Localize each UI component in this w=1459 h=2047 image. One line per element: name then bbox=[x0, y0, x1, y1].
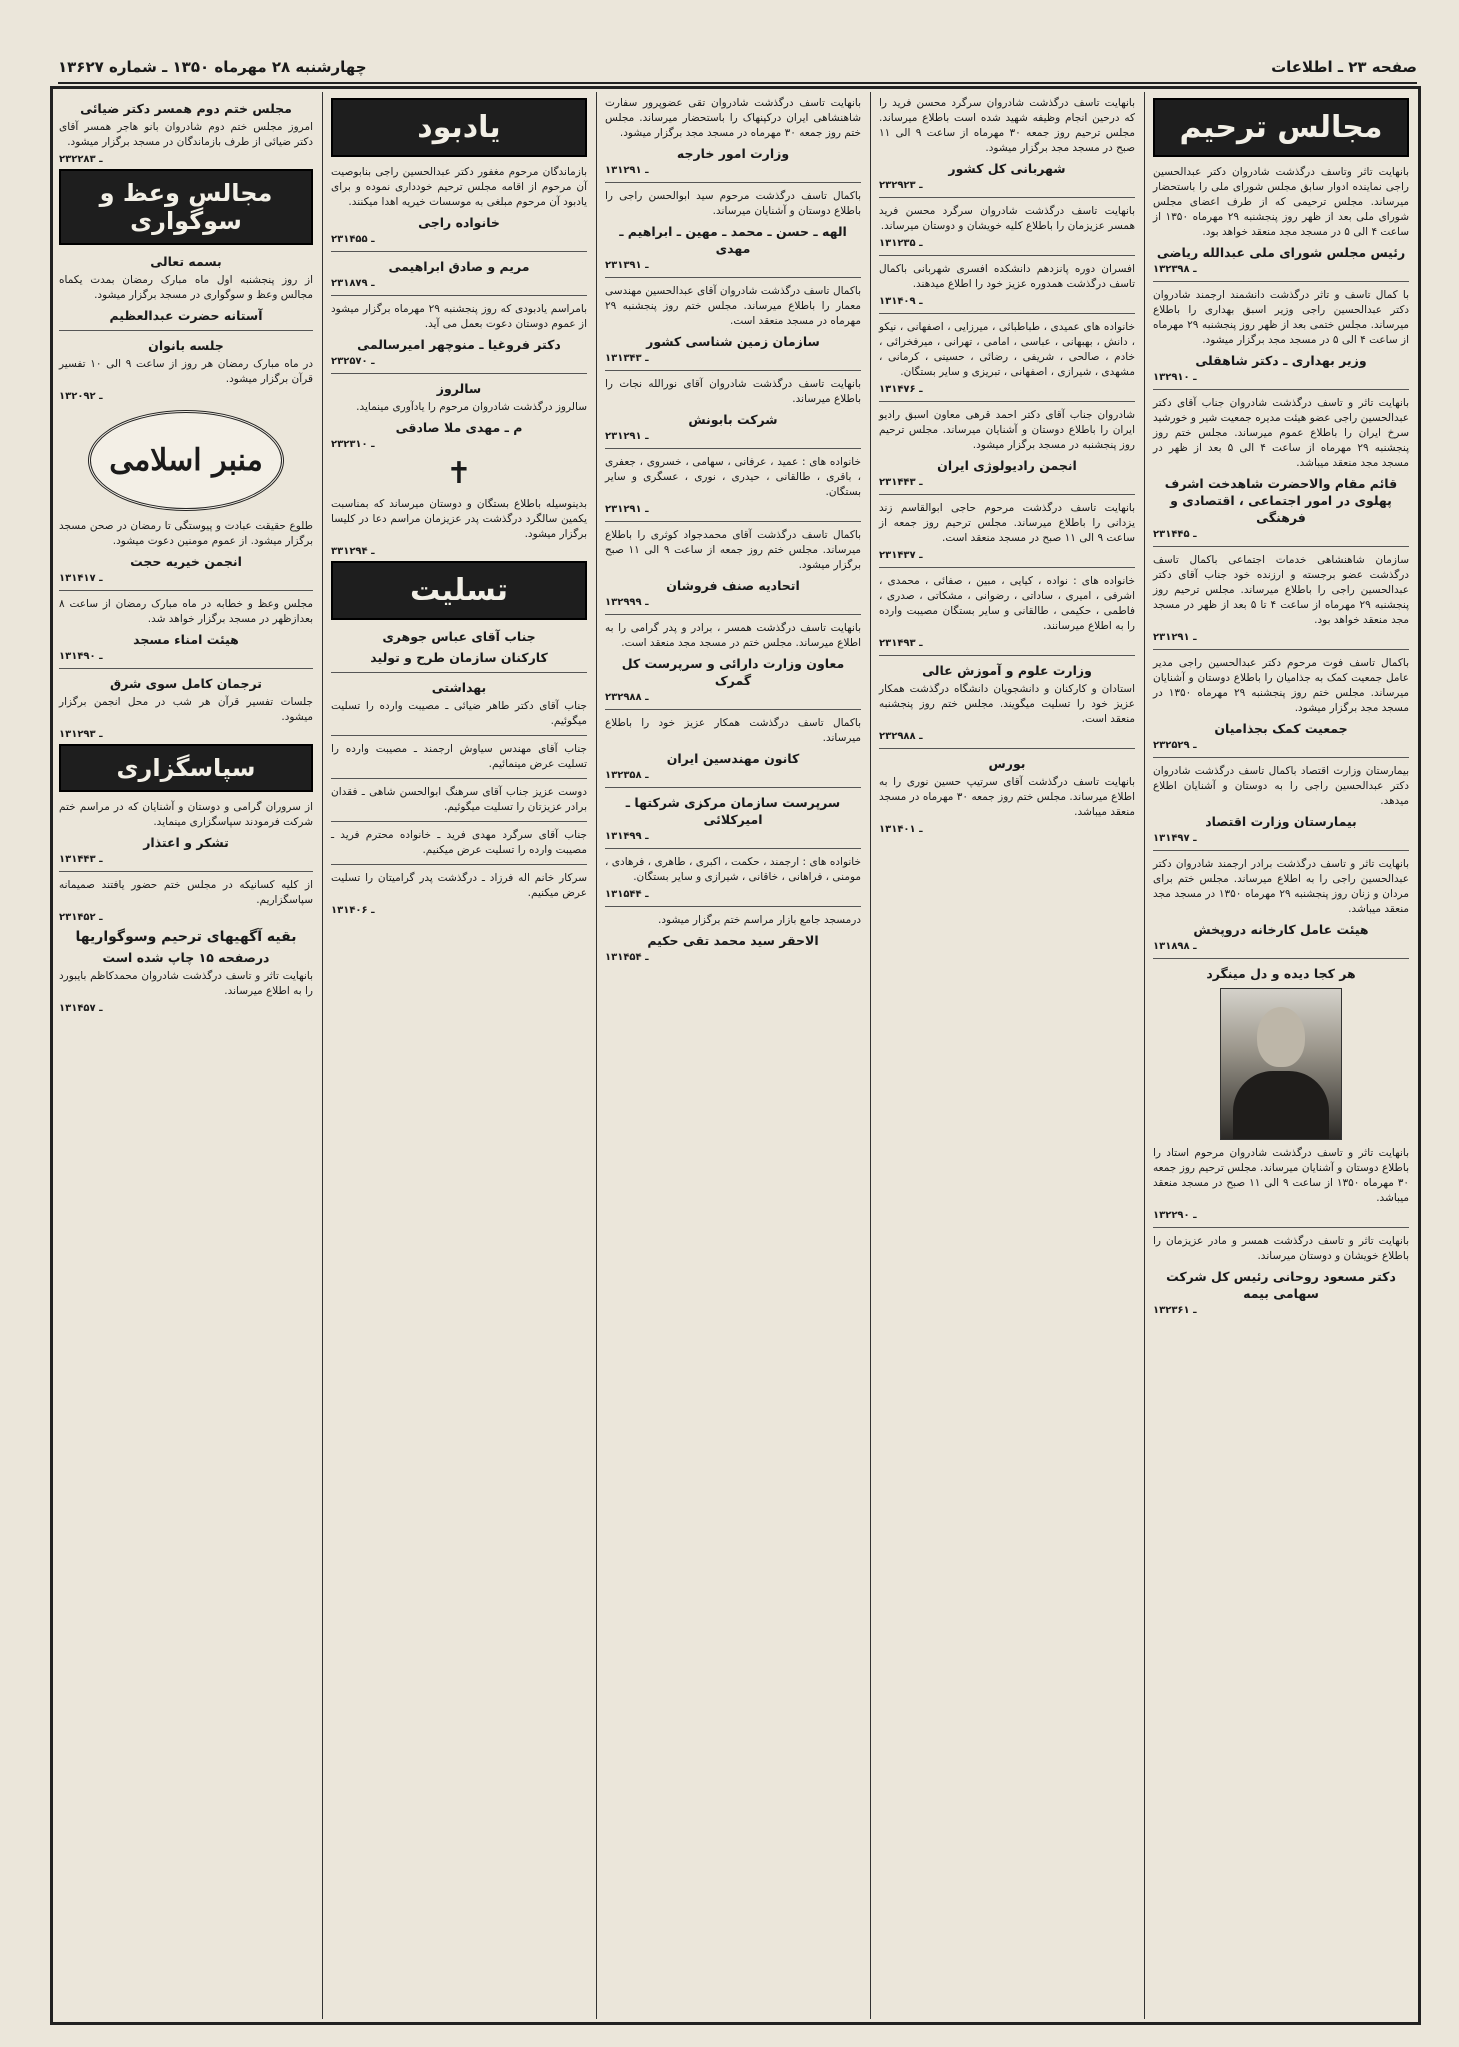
notice-code: ۱ـ ۳۱۴۴۳ bbox=[59, 854, 103, 865]
notice-signature: الهه ـ حسن ـ محمد ـ مهین ـ ابراهیم ـ مهدی bbox=[619, 224, 847, 256]
notice-code: ۱ـ ۳۲۲۹۰ bbox=[1153, 1210, 1197, 1221]
notice-code: ۲ـ ۳۲۵۷۰ bbox=[331, 356, 375, 367]
notice-code: ۱ـ ۳۲۰۹۲ bbox=[59, 391, 103, 402]
notice-code: ۱ـ ۳۱۸۹۸ bbox=[1153, 941, 1197, 952]
notice-code: ۲ـ ۳۱۳۹۱ bbox=[605, 260, 649, 271]
divider bbox=[1153, 649, 1409, 650]
notice-code: ۱ـ ۳۲۳۹۸ bbox=[1153, 264, 1197, 275]
running-header bbox=[58, 52, 1417, 84]
divider bbox=[1153, 850, 1409, 851]
continuation-title: بقیه آگهیهای ترحیم وسوگواریها bbox=[75, 929, 297, 945]
column-divider bbox=[1144, 92, 1145, 2019]
divider bbox=[1153, 281, 1409, 282]
section-banner-thanks: سپاسگزاری bbox=[59, 744, 313, 792]
notice-code: ۱ـ ۳۱۲۳۵ bbox=[879, 238, 923, 249]
divider bbox=[331, 251, 587, 252]
notice-code: ۱ـ ۳۱۴۰۹ bbox=[879, 296, 923, 307]
divider bbox=[605, 906, 861, 907]
notice-text: بانهایت تاسف درگذشت شادروان تقی عضوپرور سفارت شاهنشاهی ایران درکپنهاک را باستحضار میرساند. مجلس ختم روز جمعه ۳۰ مهرماه در مسجد مجد برگزار میشود. bbox=[605, 97, 861, 139]
divider bbox=[1153, 389, 1409, 390]
notice-signature: هیئت امناء مسجد bbox=[133, 632, 239, 647]
notice-signature: رئیس مجلس شورای ملی عبدالله ریاضی bbox=[1156, 245, 1406, 260]
notice-signature: م ـ مهدی ملا صادقی bbox=[395, 420, 523, 435]
portrait-photo bbox=[1220, 988, 1342, 1140]
notice-text: خانواده های : نواده ، کیایی ، مبین ، صفائی ، محمدی ، اشرفی ، امیری ، ساداتی ، رضوانی ، مشکاتی ، صدری ، فاطمی ، حکیمی ، طالقانی و سایر بستگان مصیبت وارده را به اطلاع میرسانند. bbox=[879, 575, 1135, 632]
notice-heading: بهداشتی bbox=[431, 680, 487, 695]
notice-code: ۱ـ ۳۱۴۰۱ bbox=[879, 824, 923, 835]
notice-text: درمسجد جامع بازار مراسم ختم برگزار میشود. bbox=[658, 914, 861, 926]
divider bbox=[331, 821, 587, 822]
notice-code: ۱ـ ۳۱۳۴۳ bbox=[605, 353, 649, 364]
notice-signature: دکتر مسعود روحانی رئیس کل شرکت سهامی بیمه bbox=[1166, 1269, 1396, 1301]
notice-code: ۲ـ ۳۲۹۸۸ bbox=[605, 692, 649, 703]
notice-code: ۲ـ ۳۱۴۳۷ bbox=[879, 550, 923, 561]
column-divider bbox=[322, 92, 323, 2019]
notice-code: ۱ـ ۳۱۴۵۴ bbox=[605, 952, 649, 963]
notice-code: ۳ـ ۳۱۲۹۴ bbox=[331, 546, 375, 557]
calligraphy-emblem: منبر اسلامی bbox=[88, 410, 284, 511]
divider bbox=[879, 401, 1135, 402]
notice-code: ۱ـ ۳۱۴۵۷ bbox=[59, 1003, 103, 1014]
notice-signature: قائم مقام والاحضرت شاهدخت اشرف پهلوی در امور اجتماعی ، اقتصادی و فرهنگی bbox=[1164, 476, 1398, 525]
notice-code: ۲ـ ۳۱۴۹۳ bbox=[879, 638, 923, 649]
divider bbox=[605, 521, 861, 522]
notice-code: ۲ـ ۳۱۸۷۹ bbox=[331, 278, 375, 289]
notice-text: از روز پنجشنبه اول ماه مبارک رمضان بمدت یکماه مجالس وعظ و سوگواری در مسجد برگزار میشود. bbox=[59, 274, 313, 301]
notice-text: بازماندگان مرحوم مغفور دکتر عبدالحسین راجی بنابوصیت آن مرحوم از اقامه مجلس ترحیم خودداری نموده و برای یادبود آن مرحوم مبلغی به موسسات خیریه اهدا میکنند. bbox=[331, 166, 587, 208]
divider bbox=[879, 567, 1135, 568]
notice-text: جناب آقای دکتر طاهر ضیائی ـ مصیبت وارده را تسلیت میگوئیم. bbox=[331, 700, 587, 727]
notice-signature: مریم و صادق ابراهیمی bbox=[388, 259, 530, 274]
notice-signature: هیئت عامل کارخانه دروپخش bbox=[1193, 922, 1369, 937]
divider bbox=[59, 668, 313, 669]
divider bbox=[59, 871, 313, 872]
notice-signature: اتحادیه صنف فروشان bbox=[666, 578, 800, 593]
page-title: صفحه ۲۳ ـ اطلاعات bbox=[1271, 58, 1417, 76]
divider bbox=[605, 448, 861, 449]
notice-signature: دکتر فروغیا ـ منوچهر امیرسالمی bbox=[357, 337, 561, 352]
notice-text: بانهایت تاسف درگذشت شادروان سرگرد محسن فرید را که درحین انجام وظیفه شهید شده است باطلاع میرساند. مجلس ترحیم روز جمعه ۳۰ مهرماه از ساعت ۹ الی ۱۱ صبح در مسجد مجد برگزار میشود. bbox=[879, 97, 1135, 154]
notice-heading: سالروز bbox=[436, 381, 482, 396]
column-5 bbox=[53, 92, 319, 2019]
divider bbox=[331, 735, 587, 736]
section-banner-memorials: مجالس ترحیم bbox=[1153, 98, 1409, 157]
notice-text: با کمال تاسف و تاثر درگذشت دانشمند ارجمند شادروان دکتر عبدالحسین راجی وزیر اسبق بهداری را باطلاع میرساند. مجلس ختمی بعد از ظهر روز پنجشنبه ۲۹ مهرماه از ساعت ۴ الی ۵ در مسجد مجد برگزار میشود. bbox=[1153, 289, 1409, 346]
notice-code: ۲ـ ۳۲۳۱۰ bbox=[331, 439, 375, 450]
notice-signature: سازمان زمین شناسی کشور bbox=[646, 334, 820, 349]
notice-text: بانهایت تاسف درگذشت شادروان آقای نورالله نجات را باطلاع میرساند. bbox=[605, 378, 861, 405]
divider bbox=[59, 590, 313, 591]
notice-code: ۱ـ ۳۱۴۹۰ bbox=[59, 651, 103, 662]
notice-text: خانواده های : ارجمند ، حکمت ، اکبری ، طاهری ، فرهادی ، مومنی ، فراهانی ، خاقانی ، شیرازی و سایر بستگان. bbox=[605, 856, 861, 883]
divider bbox=[331, 864, 587, 865]
divider bbox=[879, 494, 1135, 495]
notice-text: بانهایت تاسف درگذشت شادروان سرگرد محسن فرید همسر عزیزمان را باطلاع کلیه خویشان و دوستان میرساند. bbox=[879, 205, 1135, 232]
notice-signature: خانواده راجی bbox=[418, 215, 500, 230]
divider bbox=[879, 748, 1135, 749]
divider bbox=[1153, 546, 1409, 547]
divider bbox=[879, 197, 1135, 198]
notice-signature: کانون مهندسین ایران bbox=[666, 751, 800, 766]
notice-code: ۱ـ ۳۲۳۵۸ bbox=[605, 770, 649, 781]
portrait-head bbox=[1257, 1007, 1305, 1067]
notice-signature: معاون وزارت دارائی و سرپرست کل گمرک bbox=[621, 656, 845, 688]
notice-signature: وزیر بهداری ـ دکتر شاهقلی bbox=[1195, 353, 1367, 368]
column-4 bbox=[325, 92, 593, 2019]
divider bbox=[1153, 757, 1409, 758]
divider bbox=[605, 370, 861, 371]
notice-signature: تشکر و اعتذار bbox=[143, 835, 229, 850]
notice-text: بانهایت تاسف درگذشت مرحوم حاجی ابوالقاسم زند یزدانی را باطلاع میرساند. مجلس ترحیم روز جمعه از ساعت ۹ الی ۱۱ صبح در مسجد منعقد است. bbox=[879, 502, 1135, 544]
divider bbox=[879, 255, 1135, 256]
notice-code: ۱ـ ۳۱۲۹۳ bbox=[59, 729, 103, 740]
notice-text: بانهایت تاثر و تاسف درگذشت شادروان محمدکاظم بایبورد را به اطلاع میرساند. bbox=[59, 970, 313, 997]
divider bbox=[331, 295, 587, 296]
notice-text: بامراسم یادبودی که روز پنجشنبه ۲۹ مهرماه برگزار میشود از عموم دوستان دعوت بعمل می آید. bbox=[331, 303, 587, 330]
column-2 bbox=[873, 92, 1141, 2019]
notice-code: ۱ـ ۳۱۴۰۶ bbox=[331, 905, 375, 916]
notice-heading: مجلس ختم دوم همسر دکتر ضیائی bbox=[80, 101, 292, 116]
notice-code: ۱ـ ۳۱۴۱۷ bbox=[59, 573, 103, 584]
notice-text: افسران دوره پانزدهم دانشکده افسری شهربانی باکمال تاسف درگذشت همدوره عزیز خود را اطلاع میدهند. bbox=[879, 263, 1135, 290]
column-divider bbox=[596, 92, 597, 2019]
notice-heading: جلسه بانوان bbox=[148, 338, 224, 353]
notice-heading: بورس bbox=[988, 756, 1026, 771]
notice-text: خانواده های عمیدی ، طباطبائی ، میرزایی ، اصفهانی ، نیکو ، دانش ، بهبهانی ، عباسی ، امامی ، تهرانی ، میرفخرائی ، خادم ، صالحی ، شریفی ، رضائی ، حسینی ، کرمانی ، مشهدی ، شیرازی ، اصفهانی ، تبریزی و سایر بستگان. bbox=[879, 321, 1135, 378]
notice-signature: انجمن خیریه حجت bbox=[130, 554, 242, 569]
notice-signature: جمعیت کمک بجذامیان bbox=[1214, 721, 1348, 736]
notice-code: ۱ـ ۳۱۴۹۹ bbox=[605, 831, 649, 842]
notice-code: ۱ـ ۳۱۲۹۱ bbox=[605, 165, 649, 176]
divider bbox=[1153, 1227, 1409, 1228]
notice-code: ۲ـ ۳۱۴۵۲ bbox=[59, 912, 103, 923]
divider bbox=[605, 614, 861, 615]
divider bbox=[59, 330, 313, 331]
notice-signature: کارکنان سازمان طرح و تولید bbox=[370, 650, 548, 665]
section-banner-sermons: مجالس وعظ و سوگواری bbox=[59, 169, 313, 245]
notice-code: ۲ـ ۳۱۴۴۳ bbox=[879, 477, 923, 488]
notice-text: سالروز درگذشت شادروان مرحوم را یادآوری مینماید. bbox=[356, 401, 587, 413]
notice-text: بانهایت تاثر و تاسف درگذشت شادروان جناب آقای دکتر عبدالحسین راجی عضو هیئت مدیره جمعیت شیر و خورشید سرخ ایران را باطلاع عموم میرساند. مجلس ختم روز پنجشنبه ۲۹ مهرماه از ساعت ۴ الی ۵ بعد از ظهر در مسجد مجد منعقد میباشد. bbox=[1153, 397, 1409, 469]
notice-signature: آستانه حضرت عبدالعظیم bbox=[109, 308, 263, 323]
notice-text: از سروران گرامی و دوستان و آشنایان که در مراسم ختم شرکت فرمودند سپاسگزاری مینماید. bbox=[59, 801, 313, 828]
notice-text: دوست عزیز جناب آقای سرهنگ ابوالحسن شاهی ـ فقدان برادر عزیزتان را تسلیت میگوئیم. bbox=[331, 786, 587, 813]
notice-code: ۲ـ ۳۲۲۸۳ bbox=[59, 154, 103, 165]
notice-code: ۲ـ ۳۱۴۵۵ bbox=[331, 234, 375, 245]
notice-code: ۱ـ ۳۲۳۶۱ bbox=[1153, 1305, 1197, 1316]
divider bbox=[879, 313, 1135, 314]
continuation-note: درصفحه ۱۵ چاپ شده است bbox=[102, 950, 270, 965]
divider bbox=[331, 672, 587, 673]
notice-text: بانهایت تاسف درگذشت آقای سرتیپ حسین نوری را به اطلاع میرساند. مجلس ختم روز جمعه ۳۰ مهرماه در مسجد منعقد میباشد. bbox=[879, 776, 1135, 818]
notice-heading: ترجمان کامل سوی شرق bbox=[110, 676, 262, 691]
notice-signature: سرپرست سازمان مرکزی شرکتها ـ امیرکلائی bbox=[625, 795, 841, 827]
notice-signature: وزارت امور خارجه bbox=[676, 146, 790, 161]
notice-signature: الاحقر سید محمد تقی حکیم bbox=[647, 933, 819, 948]
notice-text: باکمال تاسف درگذشت شادروان آقای عبدالحسین مهندسی معمار را باطلاع میرساند. مجلس ختم روز پنجشنبه ۲۹ مهرماه در مسجد منعقد است. bbox=[605, 285, 861, 327]
notice-heading: جناب آقای عباس جوهری bbox=[382, 629, 536, 644]
section-banner-condolence: تسلیت bbox=[331, 561, 587, 620]
notice-text: بدینوسیله باطلاع بستگان و دوستان میرساند که بمناسبت یکمین سالگرد درگذشت پدر عزیزمان مراسم دعا در کلیسا برگزار میشود. bbox=[331, 498, 587, 540]
notice-text: باکمال تاسف فوت مرحوم دکتر عبدالحسین راجی مدیر عامل جمعیت کمک به جذامیان را باطلاع دوستان و آشنایان میرساند. مجلس ختم روز پنجشنبه ۲۹ مهرماه ۱۳۵۰ در مسجد مجد برگزار میشود. bbox=[1153, 657, 1409, 714]
notice-text: باکمال تاسف درگذشت آقای محمدجواد کوثری را باطلاع میرساند. مجلس ختم روز جمعه از ساعت ۹ الی ۱۱ صبح برگزار میشود. bbox=[605, 529, 861, 571]
divider bbox=[605, 787, 861, 788]
notice-code: ۱ـ ۳۱۵۴۴ bbox=[605, 889, 649, 900]
divider bbox=[605, 848, 861, 849]
divider bbox=[331, 778, 587, 779]
notice-code: ۱ـ ۳۱۴۷۶ bbox=[879, 384, 923, 395]
notice-code: ۲ـ ۳۱۲۹۱ bbox=[605, 431, 649, 442]
notice-text: بانهایت تاثر و تاسف درگذشت برادر ارجمند شادروان دکتر عبدالحسین راجی را به اطلاع میرساند. مجلس ختم برای مردان و زنان روز پنجشنبه ۲۹ مهرماه ۱۳۵۰ در مسجد مجد منعقد میباشد. bbox=[1153, 858, 1409, 915]
notice-text: جناب آقای مهندس سیاوش ارجمند ـ مصیبت وارده را تسلیت عرض مینمائیم. bbox=[331, 743, 587, 770]
notice-code: ۲ـ ۳۲۹۲۳ bbox=[879, 180, 923, 191]
notice-code: ۲ـ ۳۲۵۲۹ bbox=[1153, 740, 1197, 751]
notice-code: ۲ـ ۳۱۲۹۱ bbox=[1153, 632, 1197, 643]
notice-signature: شرکت بابونش bbox=[688, 412, 778, 427]
notice-code: ۱ـ ۳۲۹۱۰ bbox=[1153, 372, 1197, 383]
notice-text: باکمال تاسف درگذشت مرحوم سید ابوالحسن راجی را باطلاع دوستان و آشنایان میرساند. bbox=[605, 190, 861, 217]
notice-text: طلوع حقیقت عبادت و پیوستگی تا رمضان در صحن مسجد برگزار میشود. از عموم مومنین دعوت میشود. bbox=[59, 520, 313, 547]
notice-text: استادان و کارکنان و دانشجویان دانشگاه درگذشت همکار عزیز خود را تسلیت میگویند. مجلس ختم روز پنجشنبه منعقد است. bbox=[879, 683, 1135, 725]
notice-code: ۲ـ ۳۱۲۹۱ bbox=[605, 504, 649, 515]
divider bbox=[331, 373, 587, 374]
notice-signature: شهربانی کل کشور bbox=[948, 161, 1066, 176]
notice-text: از کلیه کسانیکه در مجلس ختم حضور یافتند صمیمانه سپاسگزاریم. bbox=[59, 879, 313, 906]
notice-text: شادروان جناب آقای دکتر احمد قرهی معاون اسبق رادیو ایران را باطلاع دوستان و آشنایان میرساند. مجلس ترحیم روز پنجشنبه در مسجد برگزار میشود. bbox=[879, 409, 1135, 451]
notice-text: مجلس وعظ و خطابه در ماه مبارک رمضان از ساعت ۸ بعدازظهر در مسجد برگزار خواهد شد. bbox=[59, 598, 313, 625]
notice-text: بانهایت تاثر وتاسف درگذشت شادروان دکتر عبدالحسین راجی نماینده ادوار سابق مجلس شورای ملی را باستحضار میرساند. مجلس ترحیمی که از طرف اعضای مجلس شورای ملی بعد از ظهر روز پنجشنبه ۲۹ مهرماه ۱۳۵۰ از ساعت ۴ الی ۵ در مسجد مجد منعقد خواهد بود. bbox=[1153, 166, 1409, 238]
column-1 bbox=[1147, 92, 1415, 2019]
notice-text: در ماه مبارک رمضان هر روز از ساعت ۹ الی ۱۰ تفسیر قرآن برگزار میشود. bbox=[59, 358, 314, 385]
portrait-body bbox=[1233, 1071, 1329, 1139]
notice-text: خانواده های : عمید ، عرفانی ، سهامی ، خسروی ، جعفری ، باقری ، طالقانی ، حیدری ، نوری ، عسگری و سایر بستگان. bbox=[605, 456, 861, 498]
notice-code: ۲ـ ۳۱۴۴۵ bbox=[1153, 529, 1197, 540]
notice-heading: بسمه تعالی bbox=[150, 254, 222, 269]
divider bbox=[1153, 958, 1409, 959]
notice-text: بیمارستان وزارت اقتصاد باکمال تاسف درگذشت شادروان دکتر عبدالحسین راجی را به دوستان و آشنایان اطلاع میدهد. bbox=[1153, 765, 1409, 807]
section-banner-remembrance: یادبود bbox=[331, 98, 587, 157]
notice-text: سرکار خانم اله فرزاد ـ درگذشت پدر گرامیتان را تسلیت عرض میکنیم. bbox=[331, 872, 587, 899]
notice-text: امروز مجلس ختم دوم شادروان بانو هاجر همسر آقای دکتر ضیائی از طرف بازماندگان در مسجد برگزار میشود. bbox=[59, 121, 313, 148]
divider bbox=[605, 277, 861, 278]
notice-code: ۲ـ ۳۲۹۸۸ bbox=[879, 731, 923, 742]
notice-code: ۱ـ ۳۱۴۹۷ bbox=[1153, 833, 1197, 844]
notice-heading: وزارت علوم و آموزش عالی bbox=[922, 663, 1092, 678]
notice-text: جناب آقای سرگرد مهدی فرید ـ خانواده محترم فرید ـ مصیبت وارده را تسلیت عرض میکنیم. bbox=[331, 829, 587, 856]
notice-code: ۱ـ ۳۲۹۹۹ bbox=[605, 597, 649, 608]
divider bbox=[605, 709, 861, 710]
divider bbox=[605, 182, 861, 183]
notice-signature: بیمارستان وزارت اقتصاد bbox=[1205, 814, 1357, 829]
notice-text: سازمان شاهنشاهی خدمات اجتماعی باکمال تاسف درگذشت عضو برجسته و ارزنده خود جناب آقای دکتر عبدالحسین راجی را باطلاع میرساند. مجلس ترحیم روز پنجشنبه ۲۹ مهرماه از ساعت ۴ تا ۵ بعد از ظهر در مسجد مجد منعقد خواهد بود. bbox=[1153, 554, 1410, 626]
notice-text: جلسات تفسیر قرآن هر شب در محل انجمن برگزار میشود. bbox=[59, 696, 313, 723]
photo-caption: هر کجا دیده و دل مینگرد bbox=[1206, 966, 1356, 981]
notice-text: بانهایت تاثر و تاسف درگذشت همسر و مادر عزیزمان را باطلاع خویشان و دوستان میرساند. bbox=[1153, 1235, 1409, 1262]
column-divider bbox=[870, 92, 871, 2019]
column-3 bbox=[599, 92, 867, 2019]
issue-date: چهارشنبه ۲۸ مهرماه ۱۳۵۰ ـ شماره ۱۳۶۲۷ bbox=[58, 58, 367, 76]
divider bbox=[879, 655, 1135, 656]
notice-text: بانهایت تاسف درگذشت همسر ، برادر و پدر گرامی را به اطلاع میرساند. مجلس ختم در مسجد مجد منعقد است. bbox=[605, 622, 861, 649]
notice-text: باکمال تاسف درگذشت همکار عزیز خود را باطلاع میرساند. bbox=[605, 717, 861, 744]
notice-text: بانهایت تاثر و تاسف درگذشت شادروان مرحوم استاد را باطلاع دوستان و آشنایان میرساند. مجلس ترحیم روز جمعه ۳۰ مهرماه ۱۳۵۰ از ساعت ۹ الی ۱۱ صبح در مسجد منعقد میباشد. bbox=[1153, 1147, 1410, 1204]
notice-signature: انجمن رادیولوژی ایران bbox=[937, 458, 1077, 473]
cross-icon: ✝ bbox=[446, 456, 472, 491]
